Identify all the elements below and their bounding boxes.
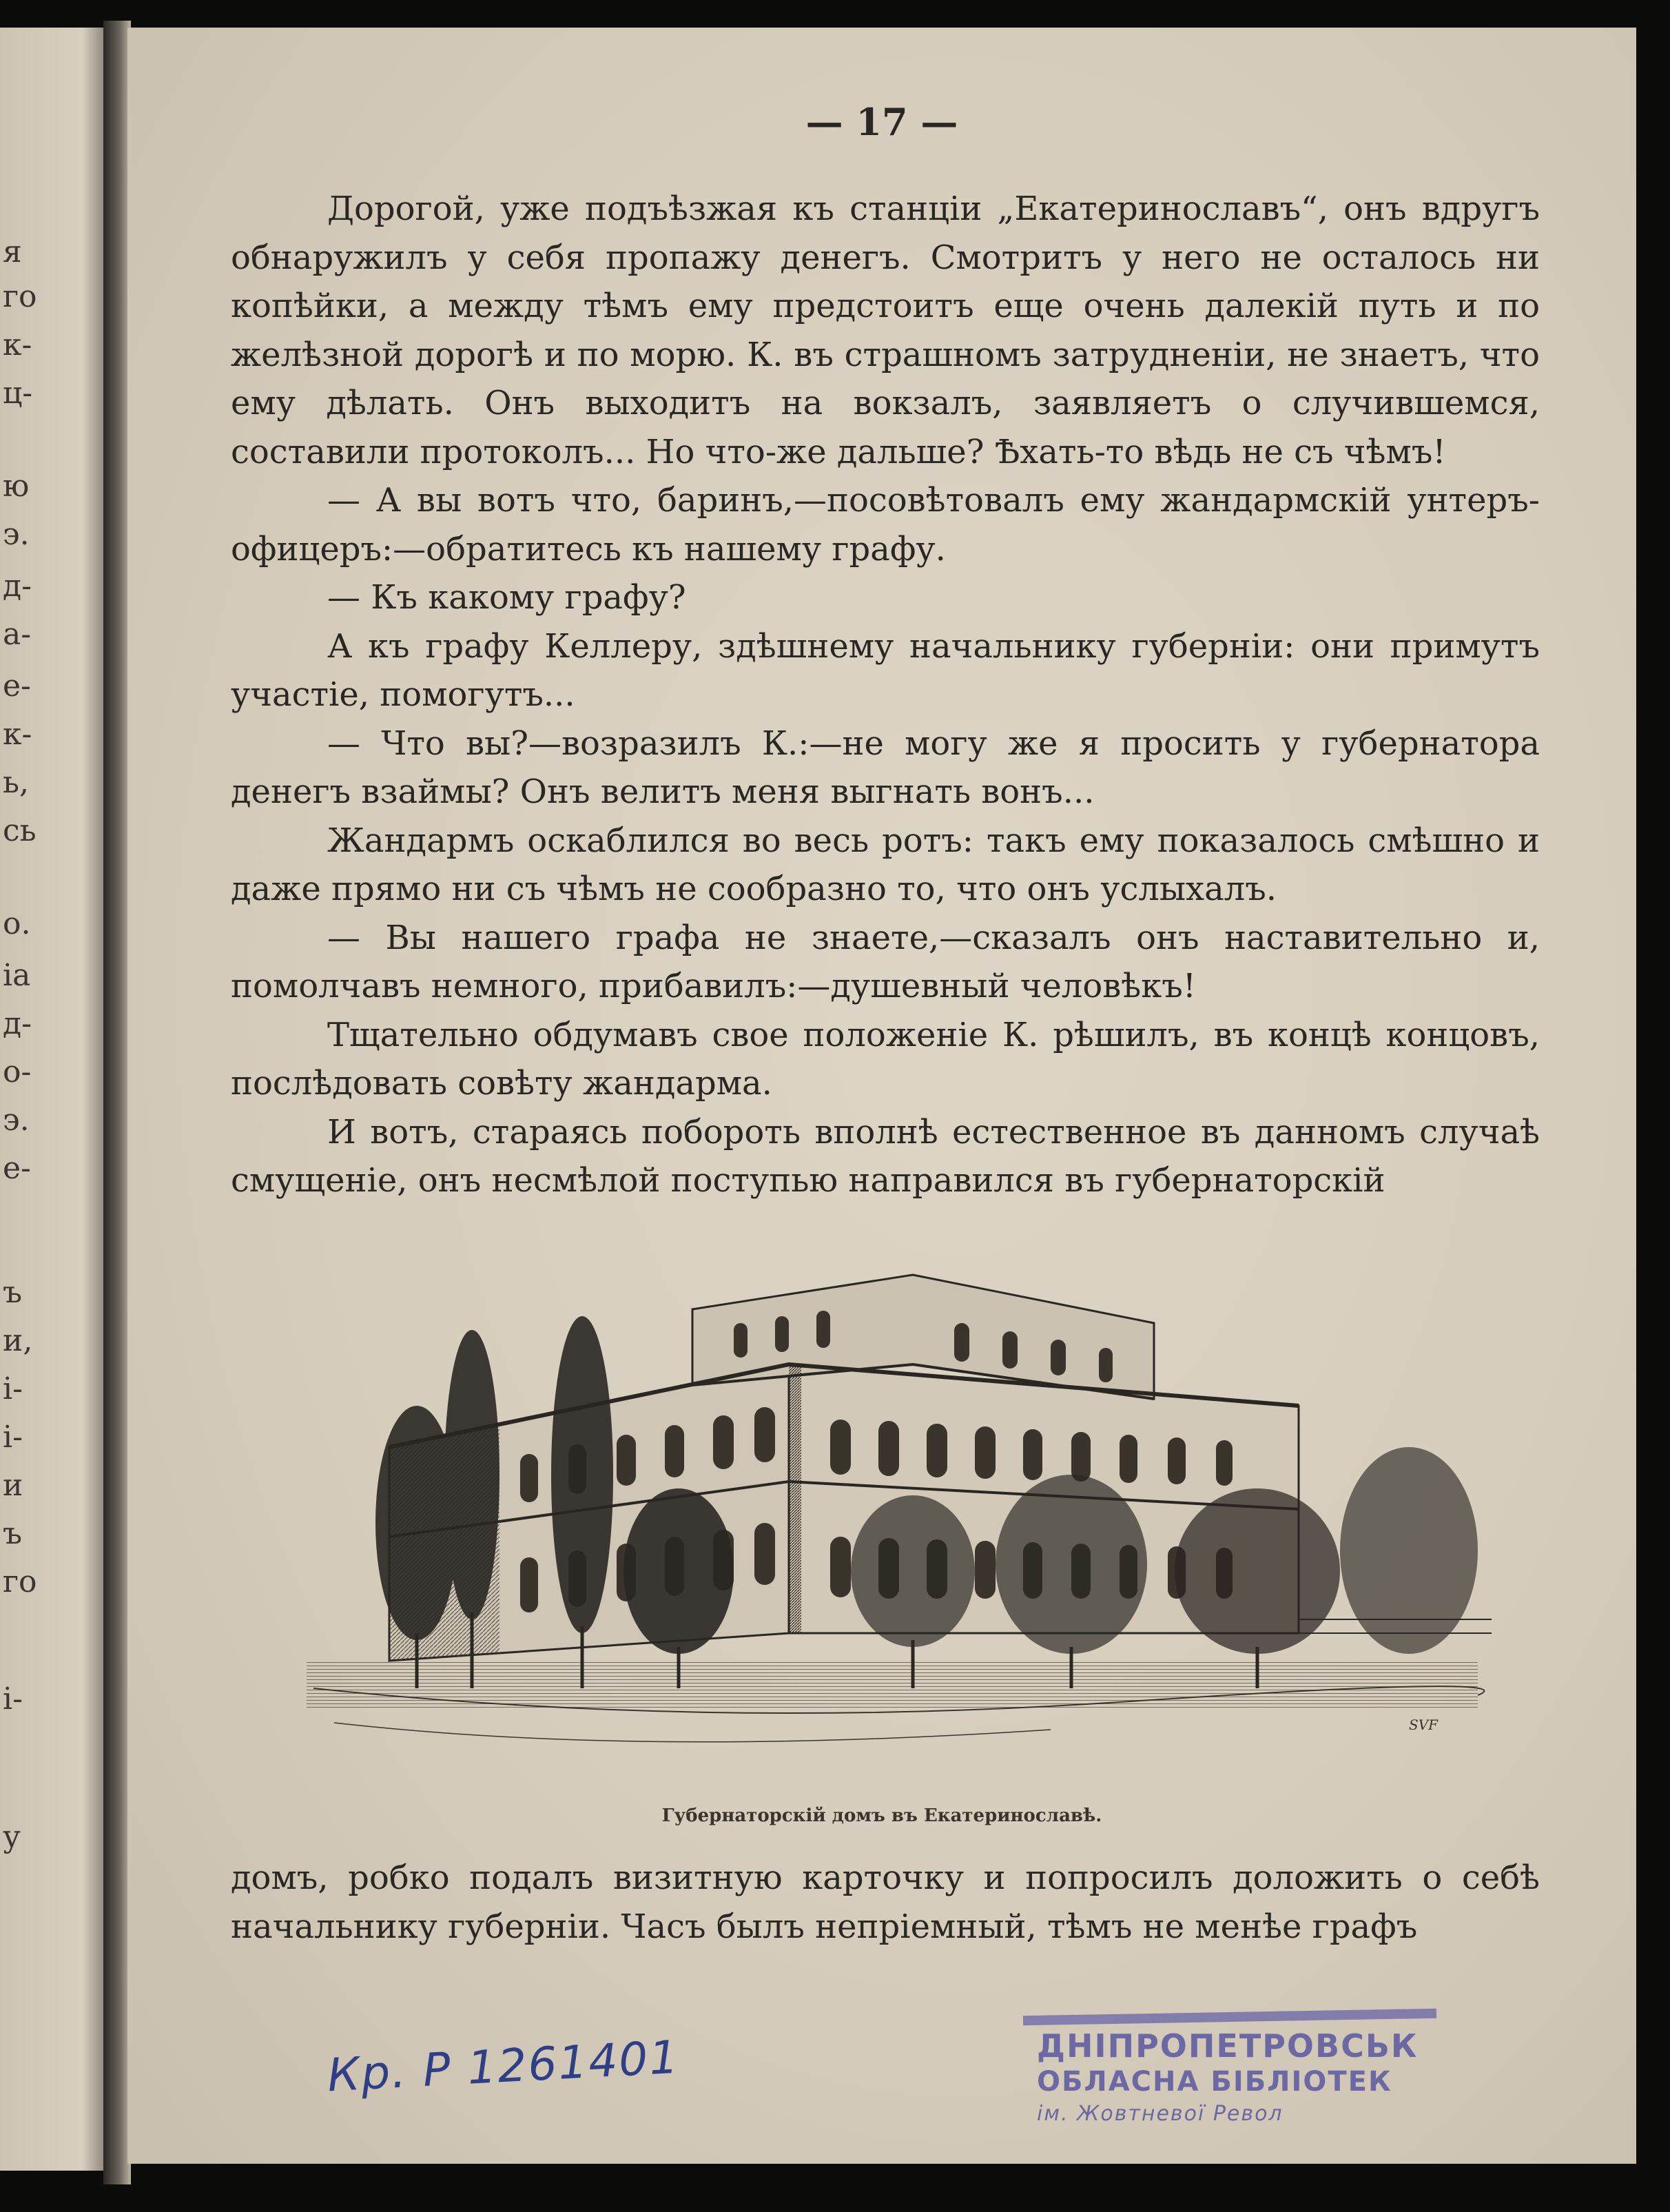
paragraph: Жандармъ оскаблился во весь ротъ: такъ ему показалось смѣшно и даже прямо ни съ чѣмъ не сообразно то, что онъ услыхалъ.	[231, 821, 1540, 908]
book-gutter	[103, 21, 131, 2184]
margin-fragment: и,	[3, 1323, 33, 1358]
margin-fragment: сь	[3, 813, 37, 848]
margin-fragment: і-	[3, 1420, 23, 1455]
book-page	[127, 28, 1636, 2164]
margin-fragment: д-	[3, 1006, 32, 1041]
margin-fragment: іа	[3, 958, 31, 993]
paragraph: И вотъ, стараясь побороть вполнѣ естественное въ данномъ случаѣ смущеніе, онъ несмѣлой поступью направился въ губернаторскій	[231, 1112, 1540, 1200]
margin-fragment: го	[3, 279, 37, 314]
paragraph: — Что вы?—возразилъ К.:—не могу же я просить у губернатора денегъ взаймы? Онъ велитъ меня выгнать вонъ...	[231, 724, 1540, 811]
paragraph: — Къ какому графу?	[327, 578, 686, 617]
margin-fragment: о-	[3, 1054, 32, 1089]
margin-fragment: і-	[3, 1371, 23, 1406]
margin-fragment: ъ	[3, 1275, 22, 1310]
margin-fragment: я	[3, 234, 22, 269]
paragraph: — А вы вотъ что, баринъ,—посовѣтовалъ ему жандармскій унтеръ-офицеръ:—обратитесь къ нашему графу.	[231, 481, 1540, 569]
paragraph: домъ, робко подалъ визитную карточку и попросилъ доложить о себѣ начальнику губерніи. Часъ былъ непріемный, тѣмъ не менѣе графъ	[231, 1858, 1540, 1946]
body-text-top	[231, 185, 1540, 1205]
stamp-bar	[1023, 2009, 1436, 2025]
margin-fragment: к-	[3, 327, 32, 362]
margin-fragment: д-	[3, 569, 32, 604]
governor-house-engraving	[293, 1247, 1505, 1785]
margin-fragment: і-	[3, 1681, 23, 1717]
library-stamp	[1023, 2012, 1436, 2136]
margin-fragment: е-	[3, 1151, 31, 1186]
margin-fragment: и	[3, 1468, 23, 1503]
margin-fragment: го	[3, 1564, 37, 1599]
margin-fragment: о.	[3, 906, 31, 941]
margin-fragment: э.	[3, 517, 30, 552]
margin-fragment: а-	[3, 617, 32, 652]
body-text-bottom	[231, 1854, 1540, 1951]
handwritten-shelfmark: Кр. Р 1261401	[326, 2030, 681, 2102]
margin-fragment: ю	[3, 469, 30, 504]
margin-fragment: к-	[3, 717, 32, 752]
paragraph: А къ графу Келлеру, здѣшнему начальнику губерніи: они примутъ участіе, помогутъ...	[231, 626, 1540, 714]
page-number: — 17 —	[805, 100, 958, 144]
margin-fragment: э.	[3, 1103, 30, 1138]
margin-fragment: ь,	[3, 765, 29, 800]
stamp-line-3: ім. Жовтневої Револ	[1037, 2102, 1284, 2126]
previous-page-edge	[0, 28, 117, 2171]
paragraph: Тщательно обдумавъ свое положеніе К. рѣшилъ, въ концѣ концовъ, послѣдовать совѣту жандарма.	[231, 1015, 1540, 1103]
svg-text:SVF: SVF	[1409, 1717, 1439, 1733]
paragraph: Дорогой, уже подъѣзжая къ станціи „Екатеринославъ“, онъ вдругъ обнаружилъ у себя пропажу денегъ. Смотритъ у него не осталось ни копѣйки, а между тѣмъ ему предстоитъ еще очень далекій путь и по желѣзной дорогѣ и по морю. К. въ страшномъ затрудненіи, не знаетъ, что ему дѣлать. Онъ выходитъ на вокзалъ, заявляетъ о случившемся, составили протоколъ... Но что-же дальше? Ѣхать-то вѣдь не съ чѣмъ!	[231, 190, 1540, 471]
margin-fragment: ц-	[3, 376, 33, 411]
margin-fragment: е-	[3, 668, 31, 704]
margin-fragment: у	[3, 1819, 21, 1854]
stamp-line-1: ДНІПРОПЕТРОВСЬК	[1037, 2027, 1419, 2065]
paragraph: — Вы нашего графа не знаете,—сказалъ онъ наставительно и, помолчавъ немного, прибавилъ:—душевный человѣкъ!	[231, 918, 1540, 1005]
margin-fragment: ъ	[3, 1516, 22, 1551]
stamp-line-2: ОБЛАСНА БІБЛІОТЕК	[1037, 2066, 1392, 2098]
illustration-caption: Губернаторскій домъ въ Екатеринославѣ.	[661, 1805, 1102, 1826]
